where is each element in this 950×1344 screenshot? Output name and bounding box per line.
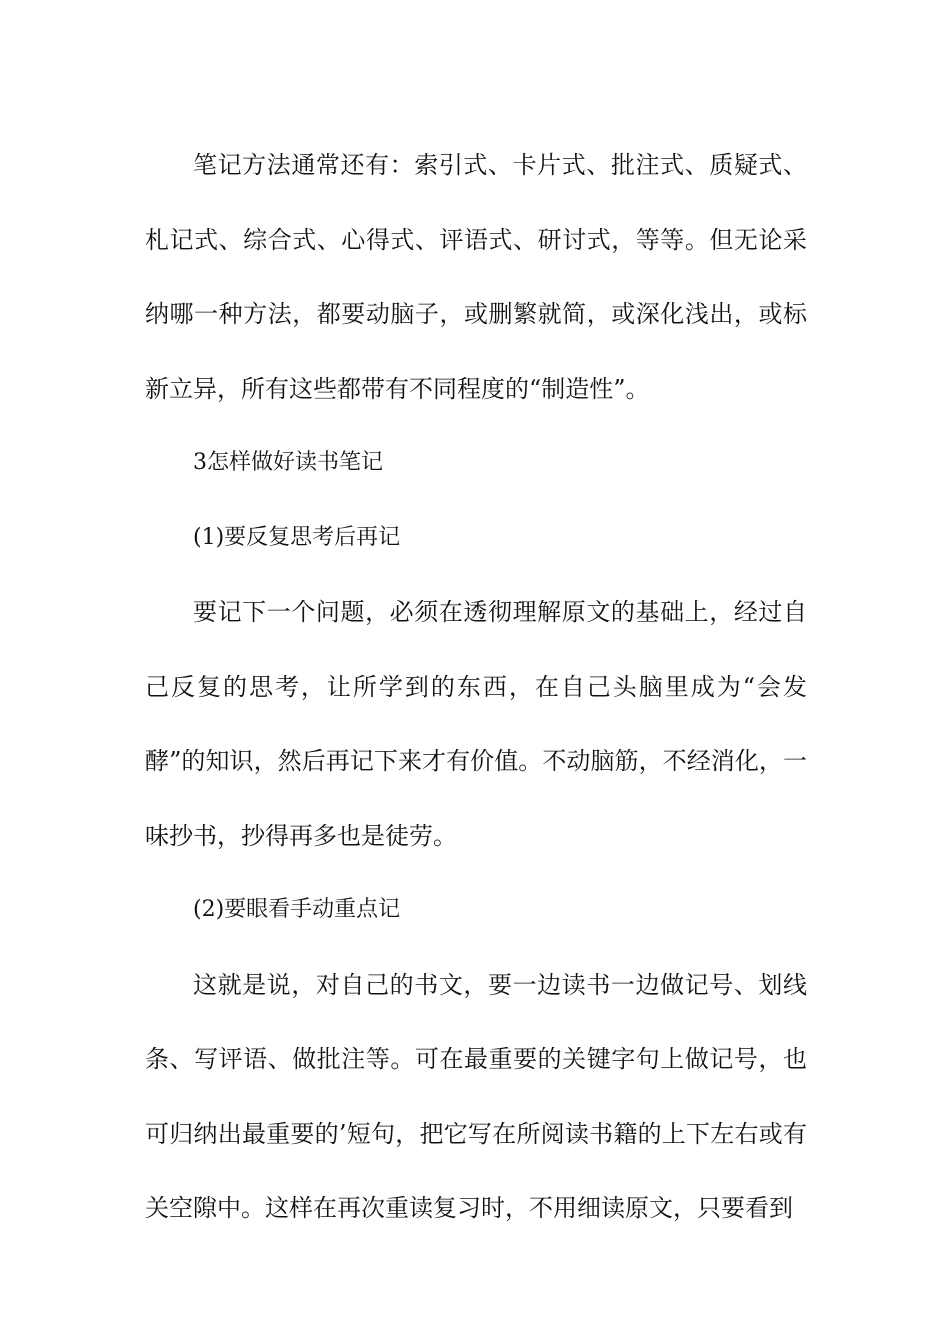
paragraph-mark-key-points: 这就是说，对自己的书文，要一边读书一边做记号、划线条、写评语、做批注等。可在最重要的关键字句上做记号，也可归纳出最重要的’短句，把它写在所阅读书籍的上下左右或有关空隙中。这样在再次重读复习时，不用细读原文，只要看到 — [145, 970, 807, 1222]
paragraph-think-before-noting: 要记下一个问题，必须在透彻理解原文的基础上，经过自己反复的思考，让所学到的东西，在自己头脑里成为“会发酵”的知识，然后再记下来才有价值。不动脑筋，不经消化，一味抄书，抄得再多也是徒劳。 — [145, 598, 807, 850]
paragraph-note-methods: 笔记方法通常还有：索引式、卡片式、批注式、质疑式、札记式、综合式、心得式、评语式、研讨式，等等。但无论采纳哪一种方法，都要动脑子，或删繁就简，或深化浅出，或标新立异，所有这些都带有不同程度的“制造性”。 — [145, 151, 807, 403]
section-heading-how-to-take-notes: 3怎样做好读书笔记 — [193, 450, 383, 475]
subheading-think-before-noting: (1)要反复思考后再记 — [193, 524, 401, 550]
document-body — [145, 128, 807, 1246]
subheading-mark-key-points: (2)要眼看手动重点记 — [193, 897, 401, 922]
